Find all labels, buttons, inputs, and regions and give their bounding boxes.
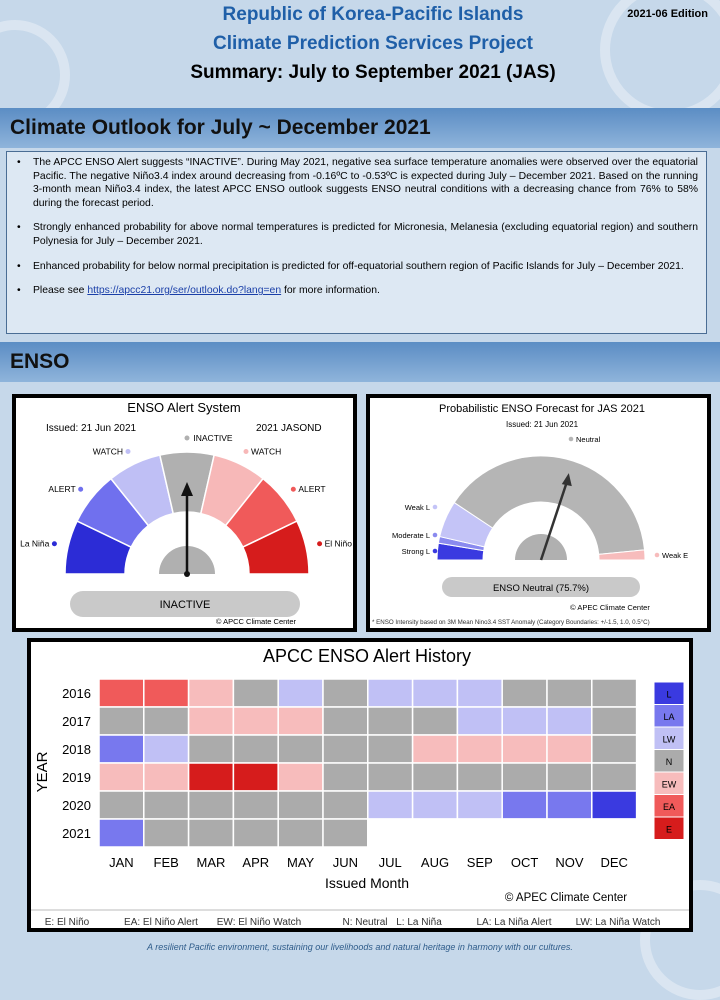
heatmap-cell: [368, 763, 413, 791]
alert-segment-label: La Niña: [20, 538, 50, 549]
prob-credit: © APEC Climate Center: [570, 603, 650, 612]
heatmap-cell: [592, 679, 637, 707]
heatmap-cell: [278, 791, 323, 819]
month-label: NOV: [555, 855, 584, 870]
heatmap-cell: [368, 679, 413, 707]
heatmap-cell: [144, 791, 189, 819]
alert-history-panel: [27, 638, 693, 932]
heatmap-cell: [368, 735, 413, 763]
prob-segment-label: Weak E: [662, 551, 689, 560]
alert-label-dot: [78, 487, 83, 492]
outlook-bullet: • Enhanced probability for below normal precipitation is predicted for off-equatorial southern region of Pacific Islands for July – December 2021.: [15, 260, 698, 274]
heatmap-cell: [278, 679, 323, 707]
outlook-heading-band: [0, 108, 720, 148]
heatmap-cell: [457, 707, 502, 735]
heatmap-cell: [144, 679, 189, 707]
alert-segment-label: INACTIVE: [193, 433, 233, 443]
alert-segment-label: El Niño: [324, 538, 352, 549]
enso-alert-system-panel: [12, 394, 357, 632]
prob-label-dot: [569, 437, 574, 442]
heatmap-cell: [99, 735, 144, 763]
heatmap-cell: [547, 735, 592, 763]
page-header: [0, 0, 720, 104]
heatmap-cell: [592, 763, 637, 791]
alert-segment-label: WATCH: [92, 446, 123, 457]
key-item: EW: El Niño Watch: [216, 917, 302, 928]
heatmap-cell: [413, 819, 458, 847]
alert-label-dot: [185, 436, 190, 441]
heatmap-cell: [323, 735, 368, 763]
heatmap-cell: [457, 791, 502, 819]
alert-status-text: INACTIVE: [159, 599, 211, 611]
month-label: FEB: [153, 855, 179, 870]
key-item: L: La Niña: [396, 917, 442, 928]
month-label: JAN: [109, 855, 134, 870]
alert-label-dot: [125, 449, 130, 454]
heatmap-cell: [189, 707, 234, 735]
heatmap-cell: [457, 763, 502, 791]
header-title-line1: Republic of Korea-Pacific Islands: [222, 4, 524, 25]
prob-label-dot: [433, 533, 438, 538]
outlook-link[interactable]: https://apcc21.org/ser/outlook.do?lang=en: [87, 285, 282, 297]
alert-label-dot: [291, 487, 296, 492]
history-ylabel: YEAR: [34, 751, 51, 793]
month-label: JUL: [378, 855, 402, 870]
prob-segment-label: Strong L: [401, 547, 430, 556]
prob-result-text: ENSO Neutral (75.7%): [492, 583, 590, 594]
month-label: MAY: [286, 855, 315, 870]
heatmap-cell: [413, 791, 458, 819]
heatmap-cell: [144, 763, 189, 791]
probabilistic-gauge-chart: [370, 398, 707, 628]
heatmap-cell: [592, 819, 637, 847]
heatmap-cell: [323, 763, 368, 791]
alert-segment-label: WATCH: [251, 446, 282, 457]
prob-note: * ENSO Intensity based on 3M Mean Nino3.4 SST Anomaly (Category Boundaries: +/-1.5, 1.0, 0.5°C): [372, 619, 650, 626]
legend-label: EW: [661, 779, 677, 790]
heatmap-cell: [457, 735, 502, 763]
month-label: DEC: [600, 855, 628, 870]
outlook-bullet: • The APCC ENSO Alert suggests “INACTIVE”. During May 2021, negative sea surface temperature anomalies were observed over the equatorial Pacific. The negative Niño3.4 index around decreasing from -0.16ºC to -0.53ºC is expected during July – December 2021. Based on the running 3-month mean Niño3.4 index, the latest APCC ENSO outlook suggests ENSO neutral conditions with a decreasing chance from 76% to 58% during the forecast period.: [15, 156, 698, 210]
key-item: E: El Niño: [44, 917, 90, 928]
heatmap-cell: [323, 791, 368, 819]
heatmap-cell: [502, 679, 547, 707]
heatmap-cell: [592, 735, 637, 763]
heatmap-cell: [547, 819, 592, 847]
alert-credit: © APCC Climate Center: [215, 617, 297, 626]
heatmap-cell: [323, 707, 368, 735]
heatmap-cell: [233, 791, 278, 819]
heatmap-cell: [99, 791, 144, 819]
heatmap-cell: [233, 679, 278, 707]
history-title: APCC ENSO Alert History: [262, 646, 472, 666]
month-label: MAR: [196, 855, 226, 870]
key-item: EA: El Niño Alert: [124, 917, 198, 928]
prob-label-dot: [433, 505, 438, 510]
heatmap-cell: [144, 707, 189, 735]
year-label: 2016: [62, 686, 91, 701]
legend-label: LW: [662, 734, 676, 745]
heatmap-cell: [457, 679, 502, 707]
outlook-bullet-link: [15, 284, 698, 298]
month-label: AUG: [420, 855, 450, 870]
heatmap-cell: [547, 763, 592, 791]
year-label: 2017: [62, 714, 91, 729]
legend-label: N: [665, 756, 673, 767]
prob-segment-label: Moderate L: [392, 531, 430, 540]
heatmap-cell: [502, 819, 547, 847]
history-credit: © APEC Climate Center: [504, 892, 628, 904]
header-title-line2: Climate Prediction Services Project: [213, 33, 533, 54]
heatmap-cell: [323, 679, 368, 707]
prob-segment-label: Neutral: [576, 435, 601, 444]
heatmap-cell: [278, 819, 323, 847]
heatmap-cell: [278, 707, 323, 735]
heatmap-cell: [547, 791, 592, 819]
year-label: 2019: [62, 770, 91, 785]
heatmap-cell: [547, 679, 592, 707]
alert-segment-label: ALERT: [298, 484, 326, 495]
heatmap-cell: [189, 679, 234, 707]
year-label: 2018: [62, 742, 91, 757]
heatmap-cell: [99, 763, 144, 791]
alert-segment-label: ALERT: [48, 484, 76, 495]
prob-label-dot: [433, 549, 438, 554]
heatmap-cell: [233, 735, 278, 763]
alert-label-dot: [244, 449, 249, 454]
heatmap-cell: [592, 791, 637, 819]
month-label: OCT: [510, 855, 539, 870]
heatmap-cell: [323, 819, 368, 847]
heatmap-cell: [413, 679, 458, 707]
heatmap-cell: [368, 707, 413, 735]
heatmap-cell: [457, 819, 502, 847]
heatmap-cell: [144, 735, 189, 763]
alert-title: ENSO Alert System: [127, 400, 241, 415]
heatmap-cell: [502, 735, 547, 763]
legend-label: E: [665, 824, 673, 835]
heatmap-cell: [413, 707, 458, 735]
prob-title: Probabilistic ENSO Forecast for JAS 2021: [438, 403, 646, 415]
heatmap-cell: [99, 679, 144, 707]
heatmap-cell: [368, 791, 413, 819]
heatmap-cell: [502, 763, 547, 791]
enso-heading: ENSO: [10, 350, 70, 373]
month-label: APR: [242, 855, 270, 870]
heatmap-cell: [502, 707, 547, 735]
history-xlabel: Issued Month: [324, 875, 410, 891]
heatmap-cell: [99, 707, 144, 735]
legend-label: L: [666, 689, 672, 700]
link-suffix: for more information.: [281, 285, 380, 297]
heatmap-cell: [189, 735, 234, 763]
key-item: LW: La Niña Watch: [575, 917, 661, 928]
outlook-heading: Climate Outlook for July ~ December 2021: [10, 116, 431, 139]
alert-period: 2021 JASOND: [256, 423, 322, 434]
heatmap-cell: [502, 791, 547, 819]
month-label: SEP: [466, 855, 493, 870]
prob-segment-label: Weak L: [404, 503, 430, 512]
legend-label: LA: [663, 711, 675, 722]
heatmap-cell: [233, 707, 278, 735]
key-item: N: Neutral: [342, 917, 388, 928]
legend-label: EA: [662, 801, 676, 812]
alert-needle-pivot: [184, 571, 190, 577]
prob-label-dot: [655, 553, 660, 558]
heatmap-cell: [99, 819, 144, 847]
header-title-line3: Summary: July to September 2021 (JAS): [190, 62, 556, 83]
heatmap-cell: [144, 819, 189, 847]
alert-issued: Issued: 21 Jun 2021: [46, 423, 137, 434]
heatmap-cell: [278, 735, 323, 763]
heatmap-cell: [189, 791, 234, 819]
heatmap-cell: [592, 707, 637, 735]
enso-heading-band: [0, 342, 720, 382]
heatmap-cell: [233, 819, 278, 847]
alert-gauge-chart: [16, 398, 353, 628]
outlook-box: [6, 151, 707, 334]
heatmap-cell: [413, 763, 458, 791]
year-label: 2020: [62, 798, 91, 813]
heatmap-cell: [368, 819, 413, 847]
outlook-bullet: • Strongly enhanced probability for above normal temperatures is predicted for Micronesia, Melanesia (excluding equatorial region) and southern Polynesia for July – December 2021.: [15, 221, 698, 248]
heatmap-cell: [547, 707, 592, 735]
alert-history-heatmap: [31, 642, 689, 928]
heatmap-cell: [189, 819, 234, 847]
footer-tagline: A resilient Pacific environment, sustaining our livelihoods and natural heritage in harmony with our cultures.: [147, 942, 573, 952]
month-label: JUN: [332, 855, 359, 870]
alert-label-dot: [52, 541, 57, 546]
heatmap-cell: [278, 763, 323, 791]
heatmap-cell: [189, 763, 234, 791]
key-item: LA: La Niña Alert: [476, 917, 552, 928]
heatmap-cell: [233, 763, 278, 791]
heatmap-cell: [413, 735, 458, 763]
year-label: 2021: [62, 826, 91, 841]
alert-label-dot: [317, 541, 322, 546]
probabilistic-forecast-panel: [366, 394, 711, 632]
edition-label: 2021-06 Edition: [627, 8, 708, 20]
link-prefix: Please see: [33, 285, 88, 297]
prob-issued: Issued: 21 Jun 2021: [505, 420, 579, 429]
